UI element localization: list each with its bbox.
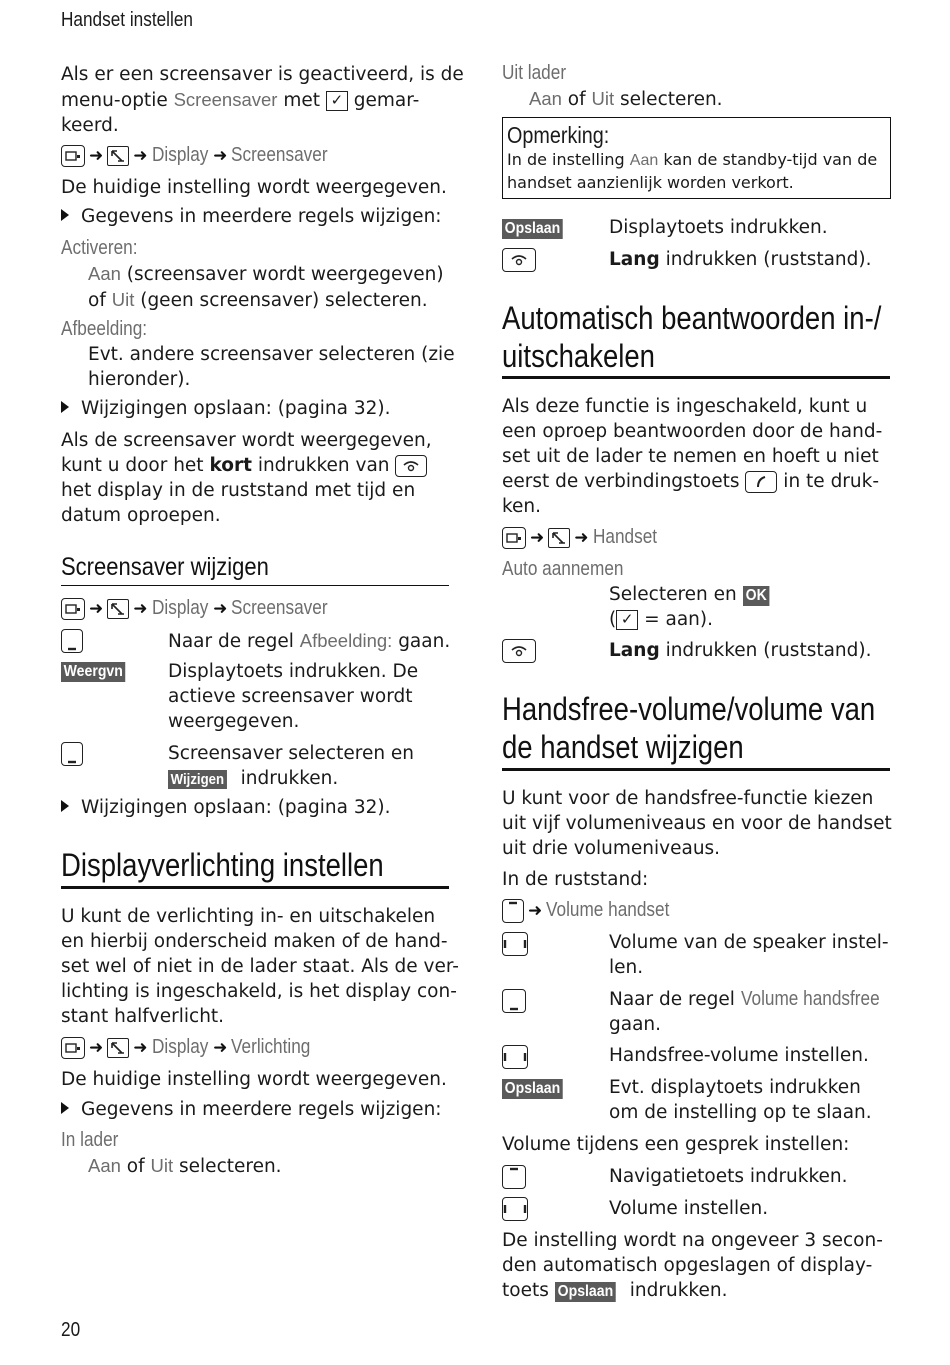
bullet-item <box>61 1097 442 1122</box>
line: set wel of niet in de lader staat. Als de ver- <box>61 956 459 977</box>
text: Naar de regel <box>168 631 300 652</box>
paragraph <box>61 428 432 528</box>
menu-path <box>61 596 344 622</box>
text: Selecteren en <box>609 584 743 605</box>
arrow-icon: ➜ <box>530 528 545 548</box>
menu-item-volume-handset: Volume handset <box>546 899 670 921</box>
text: (geen screensaver) selecteren. <box>134 290 428 311</box>
line: set uit de lader te nemen en hoeft u niet <box>502 446 879 467</box>
paragraph <box>502 1228 883 1303</box>
instruction <box>609 1075 872 1125</box>
note-box <box>502 117 891 199</box>
text: Opmerking: <box>507 122 610 148</box>
option-off: Uit <box>111 289 135 310</box>
text: Wijzigingen opslaan: (pagina 32). <box>81 797 391 818</box>
line: U kunt de verlichting in- en uitschakelen <box>61 906 436 927</box>
field-label <box>61 236 150 261</box>
text: Afbeelding: <box>61 318 148 340</box>
arrow-icon: ➜ <box>133 599 148 619</box>
bullet-icon <box>61 800 69 812</box>
text: Lang <box>609 249 660 270</box>
nav-left-right-key-icon <box>502 1045 528 1069</box>
arrow-icon: ➜ <box>89 1038 104 1058</box>
text: Activeren: <box>61 237 138 259</box>
text: Naar de regel <box>609 989 741 1010</box>
line: Volume van de speaker instel- <box>609 932 889 953</box>
settings-icon <box>107 146 129 166</box>
nav-up-key-icon <box>502 1165 526 1189</box>
checkbox-icon: ✓ <box>326 91 348 111</box>
menu-path <box>61 143 344 169</box>
line <box>507 149 877 172</box>
bullet-icon <box>61 209 69 221</box>
text: Lang <box>609 640 660 661</box>
nav-down-key-icon <box>61 629 83 653</box>
text: gemar- <box>347 90 420 111</box>
line: ken. <box>502 496 542 517</box>
field-label <box>61 1128 128 1153</box>
line: Evt. andere screensaver selecteren (zie <box>88 344 455 365</box>
text: selecteren. <box>614 89 723 110</box>
line: Displaytoets indrukken. De <box>168 661 419 682</box>
field-description <box>88 261 444 313</box>
softkey-save <box>502 218 571 239</box>
option-off: Uit <box>150 1155 174 1176</box>
instruction: Handsfree-volume instellen. <box>609 1045 869 1066</box>
paragraph <box>61 904 459 1029</box>
arrow-icon: ➜ <box>133 146 148 166</box>
menu-option: Volume handsfree <box>740 988 880 1010</box>
line: Handsfree-volume/volume van <box>502 691 876 727</box>
softkey-label: Opslaan <box>555 1282 616 1302</box>
nav-up-down-key-icon <box>61 742 83 766</box>
line: Als deze functie is ingeschakeld, kunt u <box>502 396 868 417</box>
current-setting-text: De huidige instelling wordt weergegeven. <box>61 1069 447 1090</box>
softkey-view <box>61 661 134 682</box>
line: actieve screensaver wordt <box>168 686 413 707</box>
text: Uit lader <box>502 62 567 84</box>
paragraph <box>502 786 892 861</box>
divider <box>61 585 449 586</box>
line <box>88 287 444 313</box>
text: indrukken (ruststand). <box>659 249 872 270</box>
arrow-icon: ➜ <box>213 599 228 619</box>
line: datum oproepen. <box>61 505 221 526</box>
option-on: Aan <box>88 263 121 284</box>
text: kunt u door het <box>61 455 210 476</box>
line <box>88 261 444 287</box>
text: indrukken van <box>251 455 396 476</box>
line <box>502 1278 883 1303</box>
text: Gegevens in meerdere regels wijzigen: <box>81 1099 442 1120</box>
menu-path <box>61 1035 324 1061</box>
ok-softkey: OK <box>743 586 769 606</box>
text: of <box>120 1156 151 1177</box>
settings-icon <box>548 528 570 548</box>
softkey-label: Opslaan <box>502 219 563 239</box>
note-title <box>507 121 626 149</box>
softkey-save <box>502 1078 571 1099</box>
menu-key-icon <box>61 1037 85 1059</box>
instruction <box>609 582 773 632</box>
bullet-item <box>61 795 390 820</box>
line: U kunt voor de handsfree-functie kiezen <box>502 788 874 809</box>
text: 20 <box>61 1319 81 1341</box>
divider <box>61 886 449 889</box>
menu-item-display: Display <box>151 597 208 619</box>
instruction <box>168 628 450 654</box>
menu-key-icon <box>502 527 526 549</box>
instruction: Volume instellen. <box>609 1198 769 1219</box>
page-number <box>61 1318 83 1342</box>
menu-item-handset: Handset <box>592 526 657 548</box>
checkbox-icon: ✓ <box>616 610 638 630</box>
talk-key-icon <box>745 471 777 493</box>
bullet-icon <box>61 401 69 413</box>
option-on: Aan <box>529 88 562 109</box>
text: met <box>277 90 326 111</box>
menu-path <box>502 525 667 551</box>
text: menu-optie <box>61 90 174 111</box>
line: om de instelling op te slaan. <box>609 1102 872 1123</box>
text: toets <box>502 1280 555 1301</box>
line: hieronder). <box>88 369 191 390</box>
line: len. <box>609 957 644 978</box>
line <box>168 766 414 791</box>
text: indrukken. <box>623 1280 728 1301</box>
current-setting-text: De huidige instelling wordt weergegeven. <box>61 177 447 198</box>
text: of <box>88 290 112 311</box>
option-on: Aan <box>88 1155 121 1176</box>
during-call-label: Volume tijdens een gesprek instellen: <box>502 1134 850 1155</box>
field-description <box>529 86 723 112</box>
instruction: Displaytoets indrukken. <box>609 217 828 238</box>
note-text <box>507 149 877 194</box>
settings-icon <box>107 599 129 619</box>
line <box>502 469 882 494</box>
text: kort <box>209 455 252 476</box>
menu-item-screensaver: Screensaver <box>231 597 328 619</box>
menu-path <box>502 898 690 924</box>
settings-icon <box>107 1038 129 1058</box>
instruction <box>168 659 418 734</box>
line <box>61 453 432 478</box>
text: selecteren. <box>173 1156 282 1177</box>
instruction <box>609 247 872 272</box>
section-title <box>502 299 881 375</box>
text: Auto aannemen <box>502 558 624 580</box>
text: of <box>561 89 592 110</box>
text: kan de standby-tijd van de <box>658 150 878 169</box>
text: eerst de verbindingstoets <box>502 471 746 492</box>
line: uit drie volumeniveaus. <box>502 838 721 859</box>
menu-option: Afbeelding: <box>299 630 393 651</box>
text: (screensaver wordt weergegeven) <box>120 264 444 285</box>
menu-item-display: Display <box>151 144 208 166</box>
arrow-icon: ➜ <box>133 1038 148 1058</box>
arrow-icon: ➜ <box>213 1038 228 1058</box>
line: uitschakelen <box>502 338 655 374</box>
line: den automatisch opgeslagen of display- <box>502 1255 873 1276</box>
menu-key-icon <box>61 145 85 167</box>
line: lichting is ingeschakeld, is het display con- <box>61 981 457 1002</box>
line: uit vijf volumeniveaus en voor de handset <box>502 813 892 834</box>
menu-option: Screensaver <box>173 89 278 110</box>
line: Als de screensaver wordt weergegeven, <box>61 430 432 451</box>
paragraph <box>502 394 882 519</box>
instruction: Navigatietoets indrukken. <box>609 1166 848 1187</box>
end-call-key-icon <box>395 455 427 477</box>
text: Wijzigingen opslaan: (pagina 32). <box>81 398 391 419</box>
field-description <box>88 342 455 392</box>
field-description <box>88 1153 282 1179</box>
bullet-item <box>61 204 442 229</box>
arrow-icon: ➜ <box>213 146 228 166</box>
page-header <box>61 8 214 32</box>
end-call-key-icon <box>502 639 536 663</box>
line <box>609 607 773 632</box>
menu-key-icon <box>61 598 85 620</box>
line: Screensaver selecteren en <box>168 743 415 764</box>
text: ( <box>609 609 617 630</box>
line: en hierbij onderscheid maken of de hand- <box>61 931 448 952</box>
text: Gegevens in meerdere regels wijzigen: <box>81 206 442 227</box>
field-label <box>502 61 576 86</box>
line: Automatisch beantwoorden in-/ <box>502 300 882 336</box>
field-label <box>502 557 643 582</box>
menu-item-screensaver: Screensaver <box>231 144 328 166</box>
softkey-label: Weergvn <box>61 662 125 682</box>
intro-paragraph <box>61 62 464 138</box>
line: de handset wijzigen <box>502 729 744 765</box>
arrow-icon: ➜ <box>574 528 589 548</box>
text: In de instelling <box>507 150 630 169</box>
section-title: Screensaver wijzigen <box>61 553 269 581</box>
arrow-icon: ➜ <box>89 146 104 166</box>
bullet-item <box>61 396 390 421</box>
line: gaan. <box>609 1014 662 1035</box>
instruction <box>609 987 902 1037</box>
divider <box>502 376 890 379</box>
arrow-icon: ➜ <box>89 599 104 619</box>
text: In lader <box>61 1129 119 1151</box>
text: indrukken. <box>234 768 339 789</box>
line: het display in de ruststand met tijd en <box>61 480 416 501</box>
softkey-label: Wijzigen <box>168 770 227 789</box>
section-title <box>502 690 875 766</box>
nav-down-key-icon <box>502 989 526 1013</box>
text: indrukken (ruststand). <box>659 640 872 661</box>
text: in te druk- <box>777 471 880 492</box>
option-off: Uit <box>591 88 615 109</box>
nav-left-right-key-icon <box>502 1197 528 1221</box>
text: = aan). <box>638 609 713 630</box>
line: een oproep beantwoorden door de hand- <box>502 421 883 442</box>
softkey-label: Opslaan <box>502 1079 563 1099</box>
nav-up-key-icon <box>502 899 524 923</box>
arrow-icon: ➜ <box>528 901 543 921</box>
line: De instelling wordt na ongeveer 3 secon- <box>502 1230 883 1251</box>
line: weergegeven. <box>168 711 300 732</box>
field-label <box>61 317 161 342</box>
menu-item-backlight: Verlichting <box>231 1036 311 1058</box>
instruction <box>609 930 889 980</box>
line <box>609 987 902 1012</box>
section-title: Displayverlichting instellen <box>61 847 384 883</box>
instruction <box>168 741 414 791</box>
bullet-icon <box>61 1102 69 1114</box>
line: handset aanzienlijk worden verkort. <box>507 173 794 192</box>
nav-left-right-key-icon <box>502 932 528 956</box>
divider <box>502 768 890 771</box>
instruction <box>609 638 872 663</box>
intro-line: Als er een screensaver is geactiveerd, is de <box>61 64 464 85</box>
menu-item-display: Display <box>151 1036 208 1058</box>
idle-label: In de ruststand: <box>502 869 649 890</box>
intro-line <box>61 87 464 113</box>
line: Evt. displaytoets indrukken <box>609 1077 861 1098</box>
option-on: Aan <box>629 152 659 169</box>
line <box>609 582 773 607</box>
end-call-key-icon <box>502 248 536 272</box>
line: stant halfverlicht. <box>61 1006 225 1027</box>
header-title: Handset instellen <box>61 9 193 31</box>
text: gaan. <box>392 631 451 652</box>
intro-line: keerd. <box>61 115 119 136</box>
